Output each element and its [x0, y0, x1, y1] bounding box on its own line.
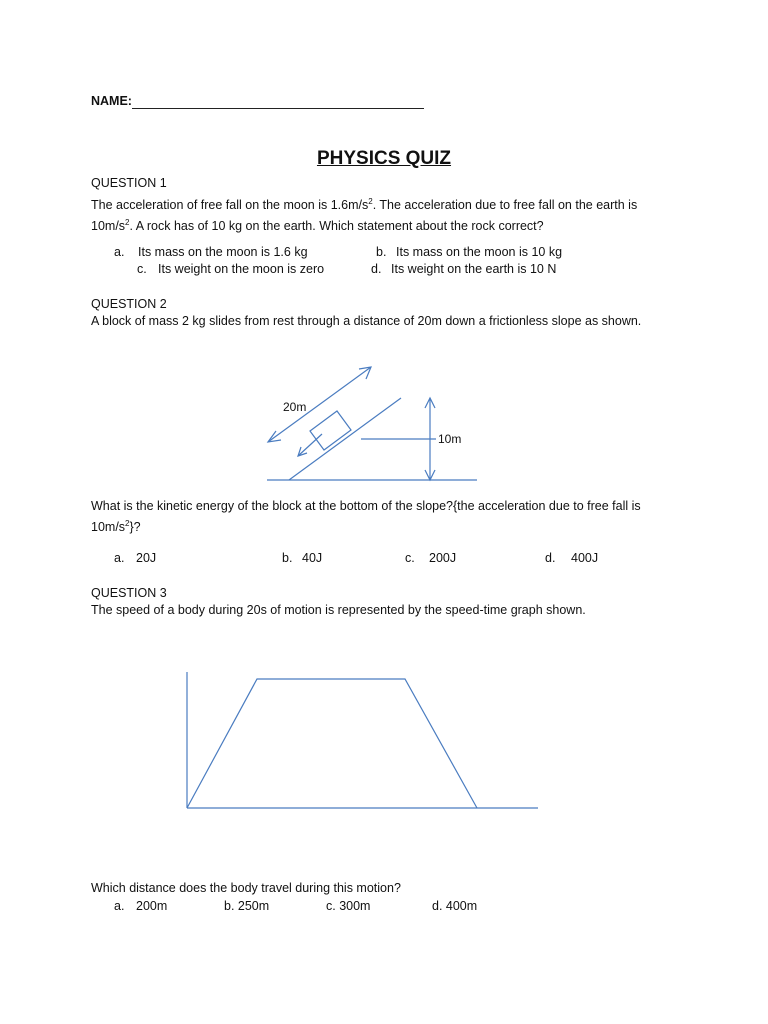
q3-option-d[interactable]: d. 400m: [432, 899, 478, 913]
q3-option-a[interactable]: a. 200m: [114, 899, 168, 913]
q1-option-d[interactable]: d. Its weight on the earth is 10 N: [371, 262, 557, 276]
q1-option-a[interactable]: a. Its mass on the moon is 1.6 kg: [114, 245, 308, 259]
q2-heading: QUESTION 2: [91, 297, 167, 311]
q2-text: A block of mass 2 kg slides from rest through a distance of 20m down a frictionless slope as shown.: [91, 314, 642, 328]
page-title: PHYSICS QUIZ: [316, 148, 452, 169]
q2-option-a[interactable]: a. 20J: [114, 551, 157, 565]
q3-heading: QUESTION 3: [91, 586, 167, 600]
distance-label: 20m: [283, 400, 307, 414]
q1-heading: QUESTION 1: [91, 176, 167, 190]
name-label: NAME:: [91, 94, 132, 108]
q2-option-b[interactable]: b. 40J: [282, 551, 323, 565]
q3-question: Which distance does the body travel during this motion?: [91, 881, 401, 895]
q1-option-b[interactable]: b. Its mass on the moon is 10 kg: [376, 245, 563, 259]
q3-text: The speed of a body during 20s of motion is represented by the speed-time graph shown.: [91, 603, 586, 617]
q2-option-d[interactable]: d. 400J: [545, 551, 599, 565]
q3-option-b[interactable]: b. 250m: [224, 899, 270, 913]
height-label: 10m: [438, 432, 462, 446]
graph-speed-line: [187, 679, 477, 808]
q2-option-c[interactable]: c. 200J: [405, 551, 457, 565]
q2-question: What is the kinetic energy of the block at the bottom of the slope?{the acceleration due to free fall is $10m/s^2$}?: [91, 499, 641, 535]
q3-option-c[interactable]: c. 300m: [326, 899, 371, 913]
q1-text: The acceleration of free fall on the moon is $1.6m/s^2$. The acceleration due to free fall on the earth is $10m/s^2$. A rock has of 10 kg on the earth. Which statement about the rock correct?: [91, 197, 638, 234]
q1-option-c[interactable]: c. Its weight on the moon is zero: [137, 262, 325, 276]
